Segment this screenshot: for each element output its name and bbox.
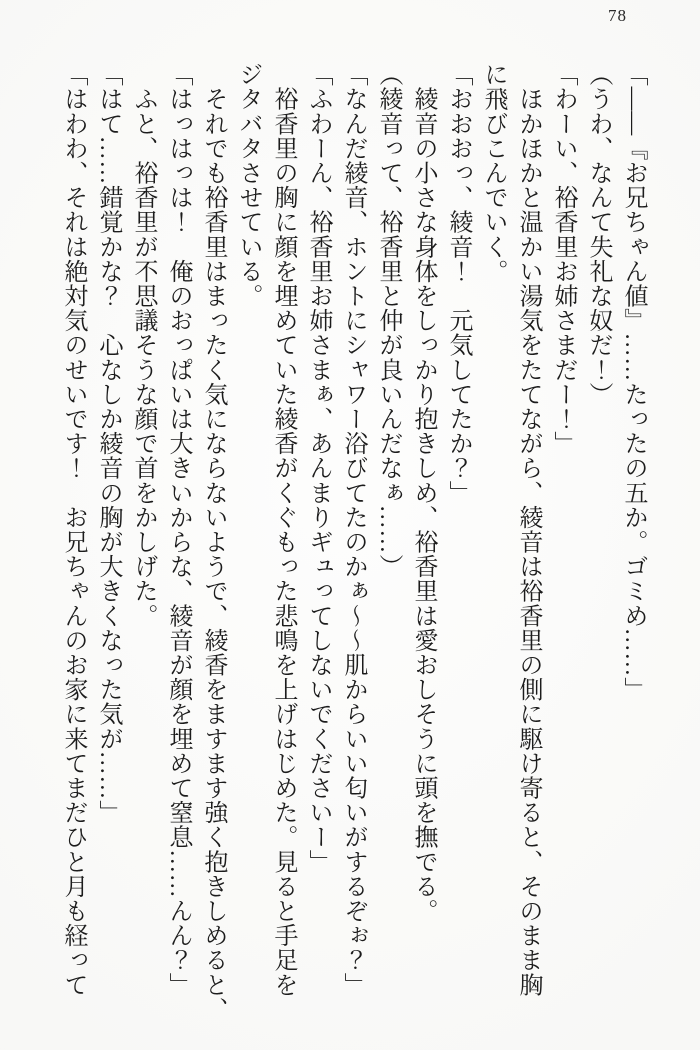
text-line: 「わーい、裕香里お姉さまだー！」: [550, 62, 576, 456]
text-line: 「なんだ綾音、ホントにシャワー浴びてたのかぁ〜〜肌からいい匂いがするぞぉ？」: [340, 62, 366, 997]
text-line: に飛びこんでいく。: [480, 62, 506, 284]
text-line: 「はっはっは！ 俺のおっぱいは大きいからな、綾音が顔を埋めて窒息……んん？」: [165, 62, 191, 997]
text-line: （綾音って、裕香里と仲が良いんだなぁ……）: [375, 62, 401, 579]
text-line: 「はて……錯覚かな？ 心なしか綾音の胸が大きくなった気が……」: [95, 62, 121, 825]
text-line: （うわ、なんて失礼な奴だ！）: [585, 62, 611, 407]
text-line: 綾音の小さな身体をしっかり抱きしめ、裕香里は愛おしそうに頭を撫でる。: [410, 62, 436, 923]
text-line: 「――『お兄ちゃん値』……たったの五か。ゴミめ……」: [620, 62, 646, 702]
text-line: ふと、裕香里が不思議そうな顔で首をかしげた。: [130, 62, 156, 628]
text-line: ジタバタさせている。: [235, 62, 261, 308]
text-line: 「おおおっ、綾音！ 元気してたか？」: [445, 62, 471, 505]
text-line: それでも裕香里はまったく気にならないようで、綾香をますます強く抱きしめると、: [200, 62, 226, 1022]
text-line: ほかほかと温かい湯気をたてながら、綾音は裕香里の側に駆け寄ると、そのまま胸: [515, 62, 541, 997]
page-number: 78: [608, 6, 627, 25]
text-line: 「はわわ、それは絶対気のせいです！ お兄ちゃんのお家に来てまだひと月も経って: [60, 62, 86, 997]
text-line: 「ふわーん、裕香里お姉さまぁ、あんまりギュってしないでくださいー」: [305, 62, 331, 874]
page-text: [55, 62, 650, 1022]
text-line: 裕香里の胸に顔を埋めていた綾香がくぐもった悲鳴を上げはじめた。見ると手足を: [270, 62, 296, 997]
